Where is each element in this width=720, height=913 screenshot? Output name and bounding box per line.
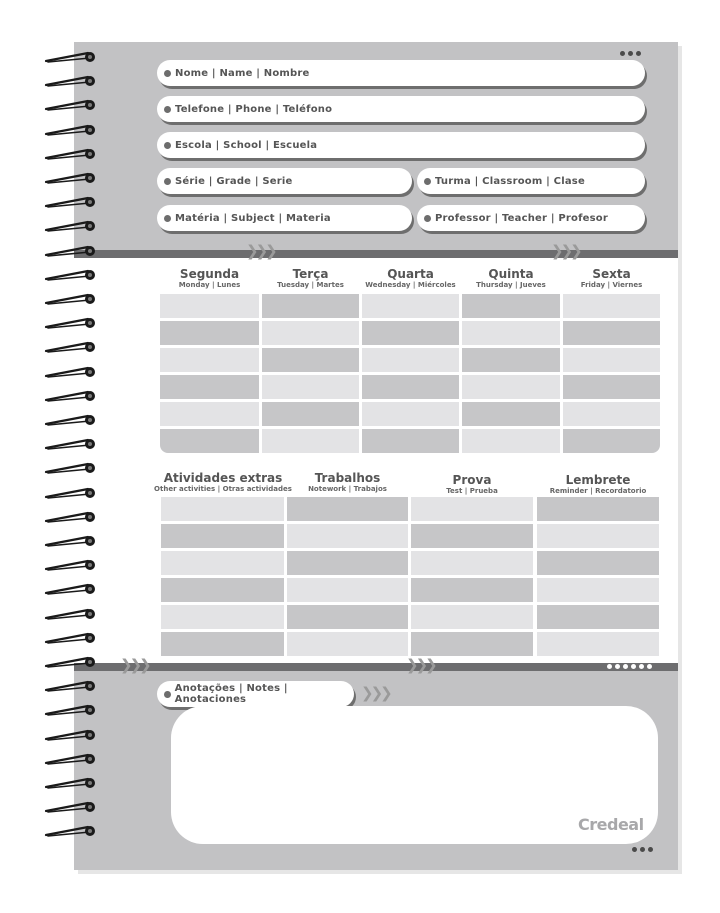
- chevron-right-icon: ❯❯❯: [246, 242, 275, 260]
- spiral-coil: [44, 606, 96, 620]
- spiral-coil: [44, 751, 96, 765]
- spiral-coil: [44, 73, 96, 87]
- spiral-coil: [44, 122, 96, 136]
- schedule-cell[interactable]: [262, 375, 359, 399]
- task-cell[interactable]: [411, 605, 533, 629]
- school-field[interactable]: [157, 132, 645, 158]
- schedule-cell[interactable]: [262, 321, 359, 345]
- task-title: Prova: [452, 473, 492, 487]
- spiral-coil: [44, 775, 96, 789]
- spiral-coil: [44, 581, 96, 595]
- schedule-cell[interactable]: [563, 348, 660, 372]
- spiral-coil: [44, 460, 96, 474]
- bullet-icon: [164, 691, 171, 698]
- day-header-monday: [160, 268, 259, 290]
- task-cell[interactable]: [161, 497, 284, 521]
- day-subtitle: Wednesday | Miércoles: [365, 281, 456, 289]
- decor-dots-band: [607, 664, 652, 669]
- task-cell[interactable]: [287, 632, 408, 656]
- name-label: Nome | Name | Nombre: [175, 67, 310, 79]
- schedule-cell[interactable]: [462, 402, 560, 426]
- task-subtitle: Other activities | Otras actividades: [154, 485, 292, 493]
- task-cell[interactable]: [287, 578, 408, 602]
- day-title: Terça: [292, 267, 329, 281]
- day-header-friday: [563, 268, 660, 290]
- task-cell[interactable]: [161, 605, 284, 629]
- subject-label: Matéria | Subject | Materia: [175, 212, 331, 224]
- task-header-test: [411, 474, 533, 496]
- schedule-cell[interactable]: [262, 294, 359, 318]
- schedule-cell[interactable]: [262, 348, 359, 372]
- notes-label: Anotações | Notes | Anotaciones: [174, 683, 288, 705]
- task-cell[interactable]: [411, 578, 533, 602]
- classroom-field[interactable]: [417, 168, 645, 194]
- schedule-cell[interactable]: [462, 348, 560, 372]
- day-subtitle: Friday | Viernes: [580, 281, 643, 289]
- spiral-coil: [44, 315, 96, 329]
- task-cell[interactable]: [537, 524, 659, 548]
- spiral-coil: [44, 267, 96, 281]
- task-subtitle: Reminder | Recordatorio: [549, 487, 647, 495]
- schedule-cell[interactable]: [160, 402, 259, 426]
- task-header-extra-activities: [150, 472, 296, 494]
- task-cell[interactable]: [161, 524, 284, 548]
- spiral-coil: [44, 412, 96, 426]
- spiral-coil: [44, 97, 96, 111]
- task-header-reminder: [537, 474, 659, 496]
- spiral-coil: [44, 823, 96, 837]
- schedule-cell[interactable]: [362, 375, 459, 399]
- chevron-right-icon: ❯❯❯: [551, 242, 580, 260]
- spiral-coil: [44, 509, 96, 523]
- chevron-right-icon: ❯❯❯: [361, 684, 390, 702]
- day-title: Quarta: [387, 267, 434, 281]
- task-cell[interactable]: [287, 524, 408, 548]
- schedule-cell[interactable]: [362, 321, 459, 345]
- schedule-cell[interactable]: [362, 294, 459, 318]
- day-subtitle: Monday | Lunes: [178, 281, 241, 289]
- task-cell[interactable]: [537, 578, 659, 602]
- day-subtitle: Thursday | Jueves: [476, 281, 546, 289]
- schedule-cell[interactable]: [362, 348, 459, 372]
- spiral-coil: [44, 291, 96, 305]
- spiral-coil: [44, 678, 96, 692]
- task-cell[interactable]: [287, 497, 408, 521]
- task-header-homework: [287, 472, 408, 494]
- phone-field[interactable]: [157, 96, 645, 122]
- task-cell[interactable]: [537, 632, 659, 656]
- schedule-cell[interactable]: [462, 294, 560, 318]
- spiral-coil: [44, 194, 96, 208]
- spiral-coil: [44, 170, 96, 184]
- spiral-coil: [44, 485, 96, 499]
- task-cell[interactable]: [287, 605, 408, 629]
- teacher-label: Professor | Teacher | Profesor: [435, 212, 609, 224]
- bullet-icon: [164, 178, 171, 185]
- spiral-coil: [44, 533, 96, 547]
- bullet-icon: [164, 142, 171, 149]
- task-cell[interactable]: [287, 551, 408, 575]
- schedule-cell[interactable]: [262, 429, 359, 453]
- schedule-cell[interactable]: [563, 429, 660, 453]
- task-title: Trabalhos: [314, 471, 381, 485]
- schedule-cell[interactable]: [462, 375, 560, 399]
- schedule-cell[interactable]: [563, 402, 660, 426]
- classroom-label: Turma | Classroom | Clase: [435, 175, 585, 187]
- bullet-icon: [164, 70, 171, 77]
- task-cell[interactable]: [411, 497, 533, 521]
- schedule-cell[interactable]: [362, 402, 459, 426]
- schedule-cell[interactable]: [462, 429, 560, 453]
- schedule-cell[interactable]: [462, 321, 560, 345]
- subject-field[interactable]: [157, 205, 412, 231]
- task-cell[interactable]: [537, 551, 659, 575]
- task-cell[interactable]: [161, 632, 284, 656]
- bullet-icon: [164, 215, 171, 222]
- spiral-coil: [44, 702, 96, 716]
- spiral-coil: [44, 630, 96, 644]
- divider-band-bottom: [74, 663, 678, 671]
- day-title: Segunda: [179, 267, 240, 281]
- spiral-coil: [44, 218, 96, 232]
- day-header-wednesday: [362, 268, 459, 290]
- spiral-coil: [44, 339, 96, 353]
- task-title: Atividades extras: [163, 471, 283, 485]
- day-header-thursday: [462, 268, 560, 290]
- schedule-cell[interactable]: [160, 375, 259, 399]
- task-cell[interactable]: [411, 551, 533, 575]
- chevron-right-icon: ❯❯❯: [406, 656, 435, 674]
- task-subtitle: Notework | Trabajos: [308, 485, 387, 493]
- spiral-coil: [44, 243, 96, 257]
- teacher-field[interactable]: [417, 205, 645, 231]
- brand-logo: Credeal: [578, 815, 644, 834]
- spiral-coil: [44, 146, 96, 160]
- spiral-coil: [44, 364, 96, 378]
- day-title: Quinta: [488, 267, 534, 281]
- divider-band-top: [74, 250, 678, 258]
- schedule-cell[interactable]: [362, 429, 459, 453]
- day-header-tuesday: [262, 268, 359, 290]
- schedule-cell[interactable]: [160, 348, 259, 372]
- spiral-coil: [44, 557, 96, 571]
- task-cell[interactable]: [537, 497, 659, 521]
- notes-label-pill: [157, 681, 354, 707]
- day-title: Sexta: [592, 267, 631, 281]
- spiral-coil: [44, 654, 96, 668]
- task-cell[interactable]: [537, 605, 659, 629]
- schedule-cell[interactable]: [563, 294, 660, 318]
- task-title: Lembrete: [565, 473, 631, 487]
- bullet-icon: [164, 106, 171, 113]
- spiral-coil: [44, 727, 96, 741]
- chevron-right-icon: ❯❯❯: [120, 656, 149, 674]
- schedule-cell[interactable]: [160, 429, 259, 453]
- name-field[interactable]: [157, 60, 645, 86]
- content-area: [74, 258, 678, 663]
- schedule-cell[interactable]: [160, 321, 259, 345]
- bullet-icon: [424, 178, 431, 185]
- task-cell[interactable]: [161, 578, 284, 602]
- school-label: Escola | School | Escuela: [175, 139, 318, 151]
- grade-label: Série | Grade | Serie: [175, 175, 293, 187]
- spiral-coil: [44, 388, 96, 402]
- phone-label: Telefone | Phone | Teléfono: [175, 103, 333, 115]
- decor-dots-bottom: [632, 847, 653, 852]
- schedule-cell[interactable]: [262, 402, 359, 426]
- task-cell[interactable]: [161, 551, 284, 575]
- spiral-coil: [44, 49, 96, 63]
- bullet-icon: [424, 215, 431, 222]
- decor-dots-top: [620, 51, 641, 56]
- schedule-cell[interactable]: [563, 321, 660, 345]
- schedule-cell[interactable]: [160, 294, 259, 318]
- task-cell[interactable]: [411, 524, 533, 548]
- spiral-coil: [44, 436, 96, 450]
- spiral-coil: [44, 799, 96, 813]
- schedule-cell[interactable]: [563, 375, 660, 399]
- day-subtitle: Tuesday | Martes: [277, 281, 344, 289]
- task-cell[interactable]: [411, 632, 533, 656]
- task-subtitle: Test | Prueba: [446, 487, 498, 495]
- grade-field[interactable]: [157, 168, 412, 194]
